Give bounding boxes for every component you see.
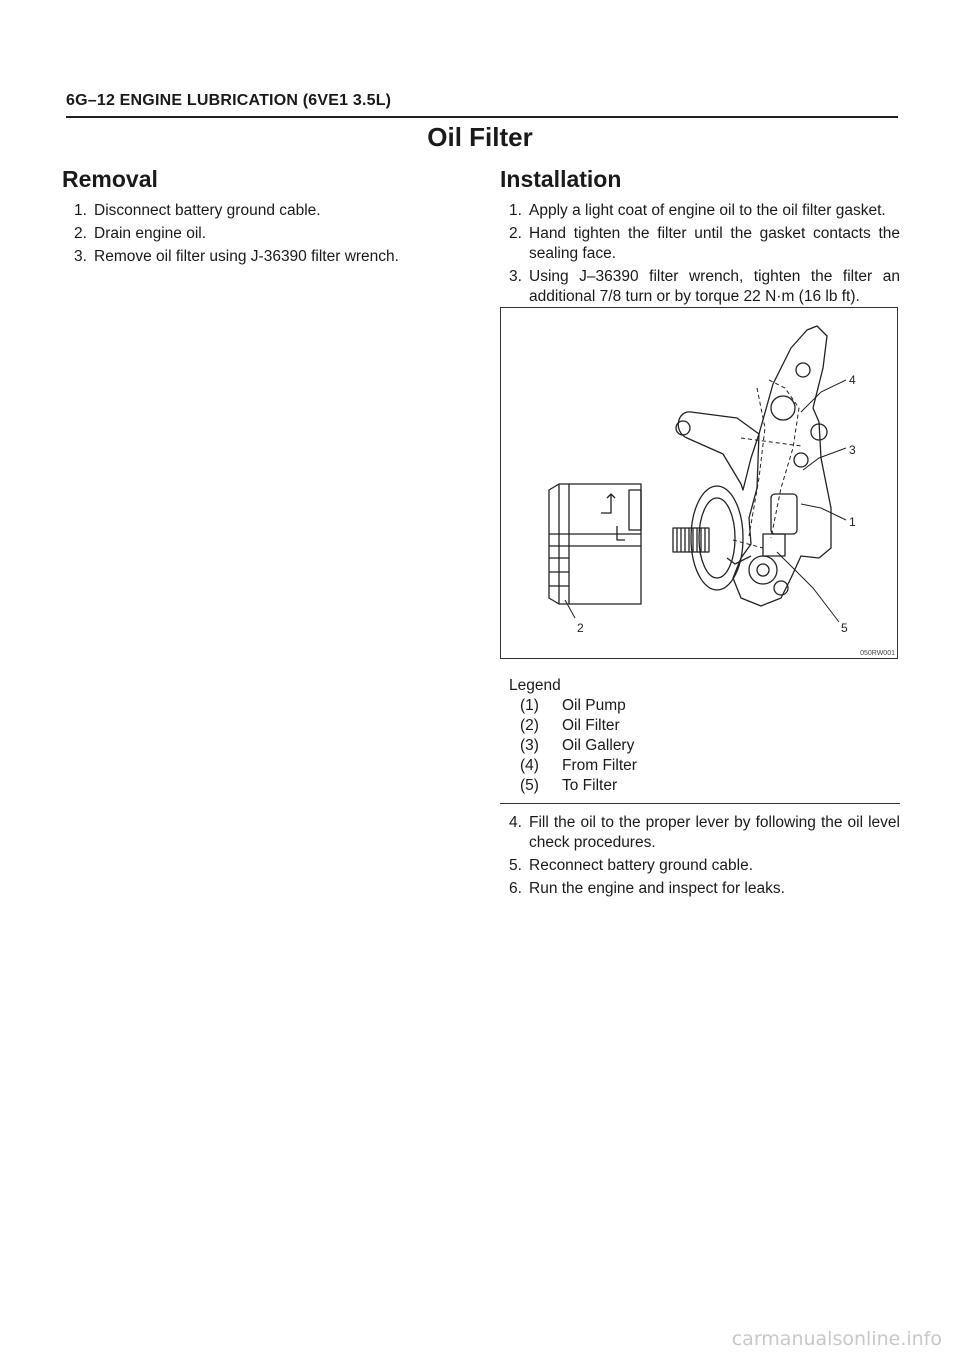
callout-2: 2	[577, 621, 584, 635]
installation-step: 1. Apply a light coat of engine oil to the oil filter gasket.	[509, 202, 886, 219]
figure-id: 050RW001	[860, 650, 895, 657]
callout-4: 4	[849, 373, 856, 387]
legend-item: (5) To Filter	[520, 777, 618, 794]
callout-5: 5	[841, 621, 848, 635]
installation-step: 2. Hand tighten the filter until the gasket contacts the sealing face.	[509, 225, 900, 262]
section-divider	[500, 803, 900, 804]
installation-step: 6. Run the engine and inspect for leaks.	[509, 880, 785, 897]
site-watermark: carmanualsonline.info	[731, 1328, 942, 1350]
removal-step: 2. Drain engine oil.	[74, 225, 207, 242]
installation-step: 5. Reconnect battery ground cable.	[509, 857, 754, 874]
callout-3: 3	[849, 443, 856, 457]
removal-step: 3. Remove oil filter using J-36390 filter wrench.	[74, 248, 399, 265]
installation-step: 4. Fill the oil to the proper lever by following the oil level check procedures.	[509, 814, 900, 851]
callout-1: 1	[849, 515, 856, 529]
legend-item: (3) Oil Gallery	[520, 737, 635, 754]
page-title: Oil Filter	[427, 122, 533, 152]
legend-item: (4) From Filter	[520, 757, 637, 774]
installation-step: 3. Using J–36390 filter wrench, tighten the filter an additional 7/8 turn or by torque 22 N·m (16 lb ft).	[509, 268, 900, 305]
legend-item: (2) Oil Filter	[520, 717, 620, 734]
removal-step: 1. Disconnect battery ground cable.	[74, 202, 321, 219]
installation-heading: Installation	[500, 166, 622, 192]
removal-heading: Removal	[62, 166, 158, 192]
installation-steps-continued	[509, 813, 900, 902]
figure-legend	[509, 676, 637, 796]
installation-steps	[509, 201, 900, 310]
removal-steps	[74, 201, 434, 270]
diagram-drawing	[501, 308, 897, 658]
oil-filter-diagram	[500, 307, 898, 659]
legend-item: (1) Oil Pump	[520, 697, 626, 714]
header-text: 6G–12 ENGINE LUBRICATION (6VE1 3.5L)	[66, 92, 392, 109]
page-header	[66, 90, 898, 118]
legend-title: Legend	[509, 677, 561, 694]
